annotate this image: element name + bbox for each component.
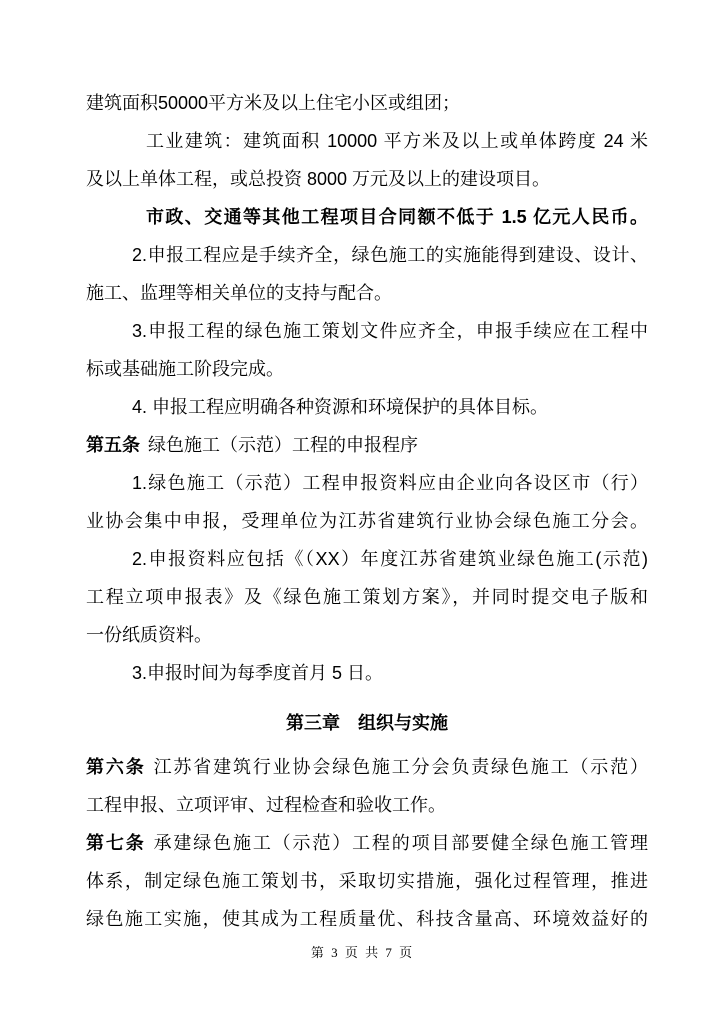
article-body-text: 承建绿色施工（示范）工程的项目部要健全绿色施工管理 [153, 833, 649, 853]
page-number: 第 3 页 共 7 页 [310, 945, 415, 960]
document-line: 1.绿色施工（示范）工程申报资料应由企业向各设区市（行） [132, 473, 648, 493]
document-line: 3.申报时间为每季度首月 5 日。 [132, 663, 384, 683]
chapter-heading: 第三章 组织与实施 [286, 713, 448, 733]
document-line: 一份纸质资料。 [86, 625, 212, 645]
article-heading-line [86, 426, 648, 464]
document-line: 工业建筑：建筑面积 10000 平方米及以上或单体跨度 24 米 [146, 131, 648, 151]
document-line: 3.申报工程的绿色施工策划文件应齐全，申报手续应在工程中 [132, 321, 648, 341]
article-body-text: 江苏省建筑行业协会绿色施工分会负责绿色施工（示范） [153, 757, 649, 777]
document-line: 工程立项申报表》及《绿色施工策划方案》，并同时提交电子版和 [86, 587, 648, 607]
article-number-label: 第六条 [86, 757, 146, 777]
article-heading-line [86, 824, 648, 862]
document-line: 体系，制定绿色施工策划书，采取切实措施，强化过程管理，推进 [86, 871, 648, 891]
bold-requirement-line: 市政、交通等其他工程项目合同额不低于 1.5 亿元人民币。 [146, 207, 648, 227]
document-line: 施工、监理等相关单位的支持与配合。 [86, 283, 392, 303]
document-line: 业协会集中申报，受理单位为江苏省建筑行业协会绿色施工分会。 [86, 511, 648, 531]
document-line: 绿色施工实施，使其成为工程质量优、科技含量高、环境效益好的 [86, 909, 648, 929]
document-body [86, 84, 648, 938]
document-line: 标或基础施工阶段完成。 [86, 359, 284, 379]
document-line: 2.申报资料应包括《（XX）年度江苏省建筑业绿色施工(示范) [132, 549, 648, 569]
article-number-label: 第五条 [86, 435, 140, 455]
article-number-label: 第七条 [86, 833, 146, 853]
article-title-text: 绿色施工（示范）工程的申报程序 [148, 435, 418, 455]
document-line: 建筑面积50000平方米及以上住宅小区或组团； [86, 93, 461, 113]
document-line: 及以上单体工程，或总投资 8000 万元及以上的建设项目。 [86, 169, 551, 189]
document-line: 工程申报、立项评审、过程检查和验收工作。 [86, 795, 446, 815]
document-line: 4. 申报工程应明确各种资源和环境保护的具体目标。 [132, 397, 549, 417]
article-heading-line [86, 748, 648, 786]
document-line: 2.申报工程应是手续齐全，绿色施工的实施能得到建设、设计、 [132, 245, 648, 265]
